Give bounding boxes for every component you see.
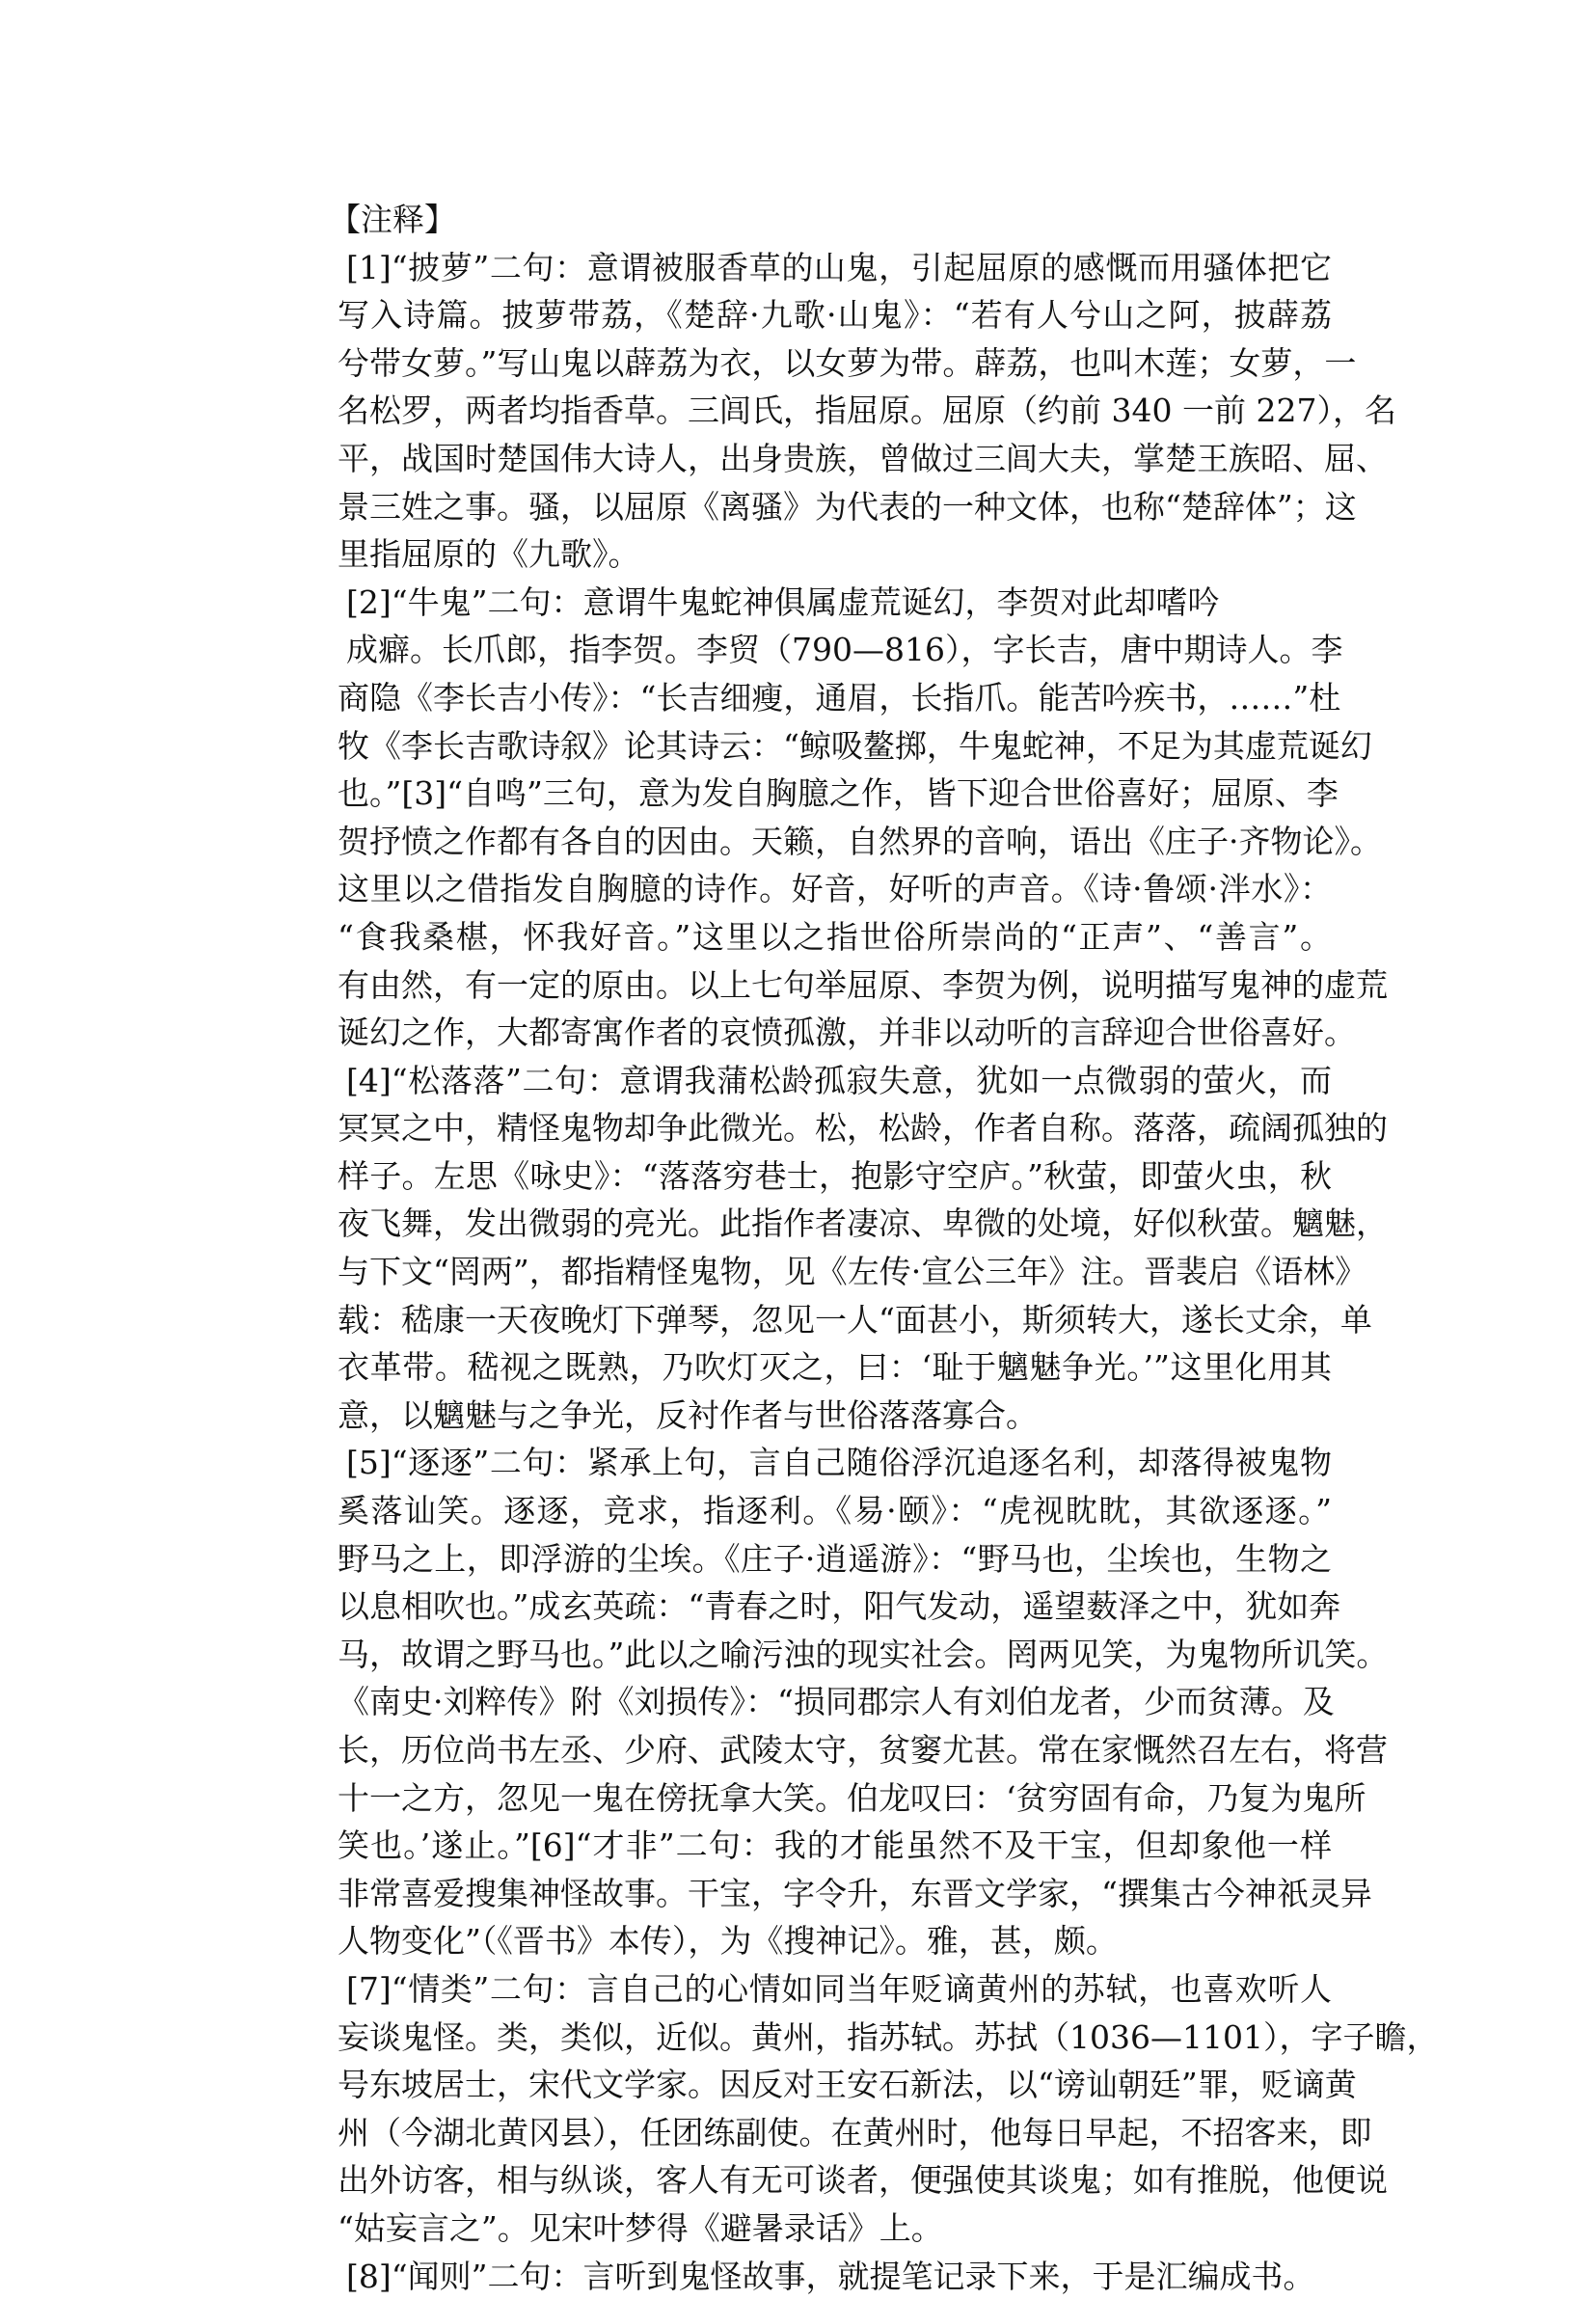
text-line: 妄谈鬼怪。类，类似，近似。黄州，指苏轼。苏拭（1036—1101），字子瞻， xyxy=(338,2017,1439,2056)
text-line: 州（今湖北黄冈县），任团练副使。在黄州时，他每日早起，不招客来，即 xyxy=(338,2113,1372,2151)
text-line: 奚落讪笑。逐逐，竞求，指逐利。《易·颐》：“虎视眈眈，其欲逐逐。” xyxy=(338,1492,1332,1530)
text-line: 号东坡居士，宋代文学家。因反对王安石新法，以“谤讪朝廷”罪，贬谪黄 xyxy=(338,2066,1357,2104)
text-line: [8]“闻则”二句：言听到鬼怪故事，就提笔记录下来，于是汇编成书。 xyxy=(346,2257,1315,2295)
text-line: 平，战国时楚国伟大诗人，出身贵族，曾做过三闾大夫，掌楚王族昭、屈、 xyxy=(338,439,1388,477)
text-line: 以息相吹也。”成玄英疏：“青春之时，阳气发动，遥望薮泽之中，犹如奔 xyxy=(338,1587,1341,1626)
note-paragraph-5 xyxy=(329,1439,1389,1965)
text-line: 牧《李长吉歌诗叙》论其诗云：“鲸吸鳌掷，牛鬼蛇神，不足为其虚荒诞幻 xyxy=(338,726,1372,765)
text-line: 样子。左思《咏史》：“落落穷巷士，抱影守空庐。”秋萤，即萤火虫，秋 xyxy=(338,1156,1332,1195)
note-paragraph-4 xyxy=(329,1057,1388,1440)
text-line: 非常喜爱搜集神怪故事。干宝，字令升，东晋文学家，“撰集古今神祇灵异 xyxy=(338,1874,1372,1912)
text-line: “姑妄言之”。见宋叶梦得《避暑录话》上。 xyxy=(338,2208,943,2247)
text-line: 兮带女萝。”写山鬼以薜荔为衣，以女萝为带。薜荔，也叫木莲；女萝，一 xyxy=(338,343,1357,382)
text-line: 也。”[3]“自鸣”三句，意为发自胸臆之作，皆下迎合世俗喜好；屈原、李 xyxy=(338,774,1339,813)
text-line: 载：嵇康一天夜晚灯下弹琴，忽见一人“面甚小，斯须转大，遂长丈余，单 xyxy=(338,1300,1372,1339)
text-line: 有由然，有一定的原由。以上七句举屈原、李贺为例，说明描写鬼神的虚荒 xyxy=(338,965,1388,1004)
annotation-heading: 【注释】 xyxy=(329,201,456,238)
note-paragraph-2 xyxy=(329,579,1388,1057)
text-line: 贺抒愤之作都有各自的因由。天籁，自然界的音响，语出《庄子·齐物论》。 xyxy=(338,822,1382,860)
text-line: 意，以魑魅与之争光，反衬作者与世俗落落寡合。 xyxy=(338,1395,1038,1434)
annotation-text-block xyxy=(329,196,1439,2300)
text-line: 诞幻之作，大都寄寓作者的哀愤孤激，并非以动听的言辞迎合世俗喜好。 xyxy=(338,1014,1356,1052)
text-line: [1]“披萝”二句：意谓被服香草的山鬼，引起屈原的感慨而用骚体把它 xyxy=(346,248,1332,286)
text-line: 景三姓之事。骚，以屈原《离骚》为代表的一种文体，也称“楚辞体”；这 xyxy=(338,487,1357,526)
text-line: 《南史·刘粹传》附《刘损传》：“损同郡宗人有刘伯龙者，少而贫薄。及 xyxy=(338,1683,1335,1721)
text-line: 夜飞舞，发出微弱的亮光。此指作者凄凉、卑微的处境，好似秋萤。魑魅， xyxy=(338,1204,1388,1243)
text-line: 冥冥之中，精怪鬼物却争此微光。松，松龄，作者自称。落落，疏阔孤独的 xyxy=(338,1109,1388,1148)
text-line: 长，历位尚书左丞、少府、武陵太守，贫窭尤甚。常在家慨然召左右，将营 xyxy=(338,1731,1388,1769)
text-line: 与下文“罔两”，都指精怪鬼物，见《左传·宣公三年》注。晋裴启《语林》 xyxy=(338,1253,1367,1291)
text-line: 马，故谓之野马也。”此以之喻污浊的现实社会。罔两见笑，为鬼物所讥笑。 xyxy=(338,1635,1389,1673)
text-line: 这里以之借指发自胸臆的诗作。好音，好听的声音。《诗·鲁颂·泮水》： xyxy=(338,870,1332,908)
text-line: 出外访客，相与纵谈，客人有无可谈者，便强使其谈鬼；如有推脱，他便说 xyxy=(338,2161,1388,2200)
text-line: 笑也。’遂止。”[6]“才非”二句：我的才能虽然不及干宝，但却象他一样 xyxy=(338,1826,1332,1865)
text-line: 成癖。长爪郎，指李贺。李贸（790—816），字长吉，唐中期诗人。李 xyxy=(346,631,1343,669)
text-line: 商隐《李长吉小传》：“长吉细瘦，通眉，长指爪。能苦吟疾书，……”杜 xyxy=(338,678,1341,717)
text-line: 野马之上，即浮游的尘埃。《庄子·逍遥游》：“野马也，尘埃也，生物之 xyxy=(338,1539,1332,1578)
text-line: 名松罗，两者均指香草。三闾氏，指屈原。屈原（约前 340 一前 227），名 xyxy=(338,392,1396,430)
note-paragraph-8 xyxy=(329,2253,1332,2300)
text-line: [4]“松落落”二句：意谓我蒲松龄孤寂失意，犹如一点微弱的萤火，而 xyxy=(346,1061,1332,1099)
text-line: “食我桑椹，怀我好音。”这里以之指世俗所崇尚的“正声”、“善言”。 xyxy=(338,917,1332,956)
note-paragraph-7 xyxy=(329,1965,1439,2253)
text-line: [5]“逐逐”二句：紧承上句，言自己随俗浮沉追逐名利，却落得被鬼物 xyxy=(346,1444,1332,1482)
text-line: 十一之方，忽见一鬼在傍抚拿大笑。伯龙叹曰：‘贫穷固有命，乃复为鬼所 xyxy=(338,1778,1366,1817)
note-paragraph-1 xyxy=(329,244,1396,579)
text-line: 写入诗篇。披萝带荔，《楚辞·九歌·山鬼》：“若有人兮山之阿，披薜荔 xyxy=(338,296,1332,335)
text-line: 里指屈原的《九歌》。 xyxy=(338,535,640,574)
text-line: [7]“情类”二句：言自己的心情如同当年贬谪黄州的苏轼，也喜欢听人 xyxy=(346,1969,1332,2008)
text-line: 衣革带。嵇视之既熟，乃吹灯灭之，曰：‘耻于魑魅争光。’”这里化用其 xyxy=(338,1348,1332,1387)
text-line: 人物变化”（《晋书》本传），为《搜神记》。雅，甚，颇。 xyxy=(338,1922,1118,1961)
text-line: [2]“牛鬼”二句：意谓牛鬼蛇神俱属虚荒诞幻，李贺对此却嗜吟 xyxy=(346,582,1220,621)
